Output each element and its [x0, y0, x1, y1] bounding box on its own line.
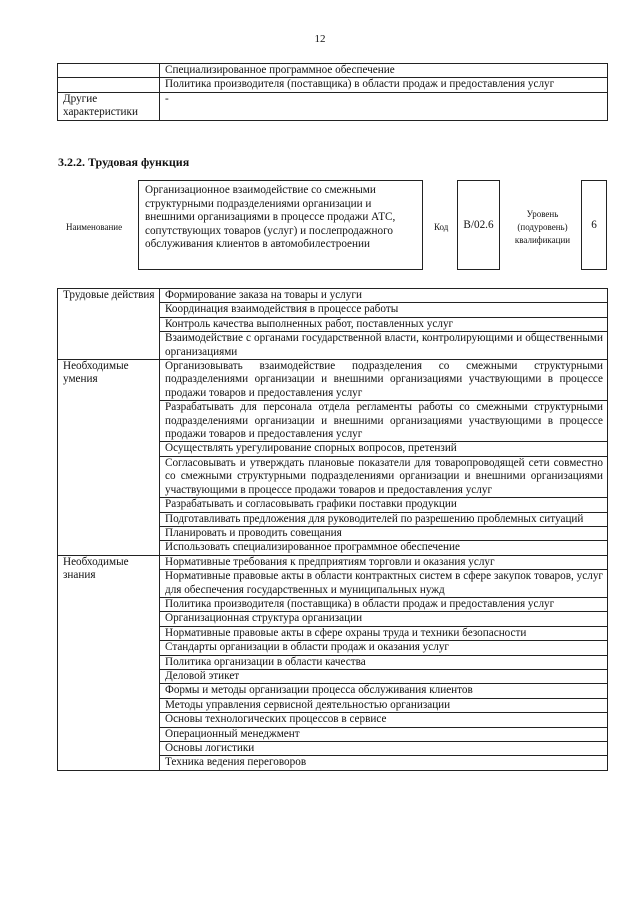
list-item: Стандарты организации в области продаж и оказания услуг — [160, 641, 608, 655]
list-item: Организационная структура организации — [160, 612, 608, 626]
list-item: Операционный менеджмент — [160, 727, 608, 741]
table-row — [58, 78, 608, 92]
table-row — [58, 289, 608, 303]
table-row — [58, 92, 608, 120]
list-item: Политика производителя (поставщика) в области продаж и предоставления услуг — [160, 597, 608, 611]
code-label: Код — [434, 222, 449, 232]
list-item: Разрабатывать и согласовывать графики поставки продукции — [160, 498, 608, 512]
function-name-box: Организационное взаимодействие со смежными структурными подразделениями организации и внешними организациями в процессе продажи АТС, сопутствующих товаров (услуг) и послепродажного обслуживания клиентов в автомобилестроении — [138, 180, 423, 270]
code-value-box: B/02.6 — [457, 180, 500, 270]
table-row — [58, 64, 608, 78]
page-number: 12 — [314, 33, 326, 45]
list-item: Разрабатывать для персонала отдела регламенты работы со смежными структурными подразделениями организации и внешними организациями участвующими в процессе продажи товаров и предоставления услуг — [160, 401, 608, 442]
row-label — [58, 64, 160, 78]
list-item: Основы логистики — [160, 742, 608, 756]
level-label: Уровень (подуровень) квалификации — [514, 209, 571, 245]
level-value-box: 6 — [581, 180, 607, 270]
list-item: Формирование заказа на товары и услуги — [160, 289, 608, 303]
name-label: Наименование — [66, 222, 123, 232]
list-item: Подготавливать предложения для руководителей по разрешению проблемных ситуаций — [160, 512, 608, 526]
group-label: Необходимые знания — [58, 555, 160, 770]
row-label — [58, 78, 160, 92]
section-heading: 3.2.2. Трудовая функция — [58, 155, 190, 169]
list-item: Взаимодействие с органами государственной власти, контролирующими и общественными организациями — [160, 332, 608, 360]
group-label: Необходимые умения — [58, 360, 160, 556]
list-item: Координация взаимодействия в процессе работы — [160, 303, 608, 317]
top-table — [57, 63, 608, 121]
list-item: Нормативные правовые акты в сфере охраны труда и техники безопасности — [160, 626, 608, 640]
table-row — [58, 360, 608, 401]
group-label: Трудовые действия — [58, 289, 160, 360]
list-item: Формы и методы организации процесса обслуживания клиентов — [160, 684, 608, 698]
main-table — [57, 288, 608, 771]
list-item: Использовать специализированное программное обеспечение — [160, 541, 608, 555]
list-item: Нормативные требования к предприятиям торговли и оказания услуг — [160, 555, 608, 569]
list-item: Основы технологических процессов в сервисе — [160, 713, 608, 727]
row-value: - — [160, 92, 608, 120]
row-value: Специализированное программное обеспечение — [160, 64, 608, 78]
list-item: Организовывать взаимодействие подразделения со смежными структурными подразделениями организации и внешними организациями участвующими в процессе продажи товаров и предоставления услуг — [160, 360, 608, 401]
list-item: Осуществлять урегулирование спорных вопросов, претензий — [160, 442, 608, 456]
list-item: Методы управления сервисной деятельностью организации — [160, 698, 608, 712]
row-value: Политика производителя (поставщика) в области продаж и предоставления услуг — [160, 78, 608, 92]
list-item: Деловой этикет — [160, 669, 608, 683]
table-row — [58, 555, 608, 569]
list-item: Планировать и проводить совещания — [160, 526, 608, 540]
row-label: Другие характеристики — [58, 92, 160, 120]
list-item: Техника ведения переговоров — [160, 756, 608, 770]
list-item: Согласовывать и утверждать плановые показатели для товаропроводящей сети совместно со смежными структурными подразделениями организации и внешними организациями участвующими в процессе продажи товаров и предоставления услуг — [160, 456, 608, 497]
list-item: Политика организации в области качества — [160, 655, 608, 669]
list-item: Контроль качества выполненных работ, поставленных услуг — [160, 317, 608, 331]
list-item: Нормативные правовые акты в области контрактных систем в сфере закупок товаров, услуг для обеспечения государственных и муниципальных нужд — [160, 570, 608, 598]
